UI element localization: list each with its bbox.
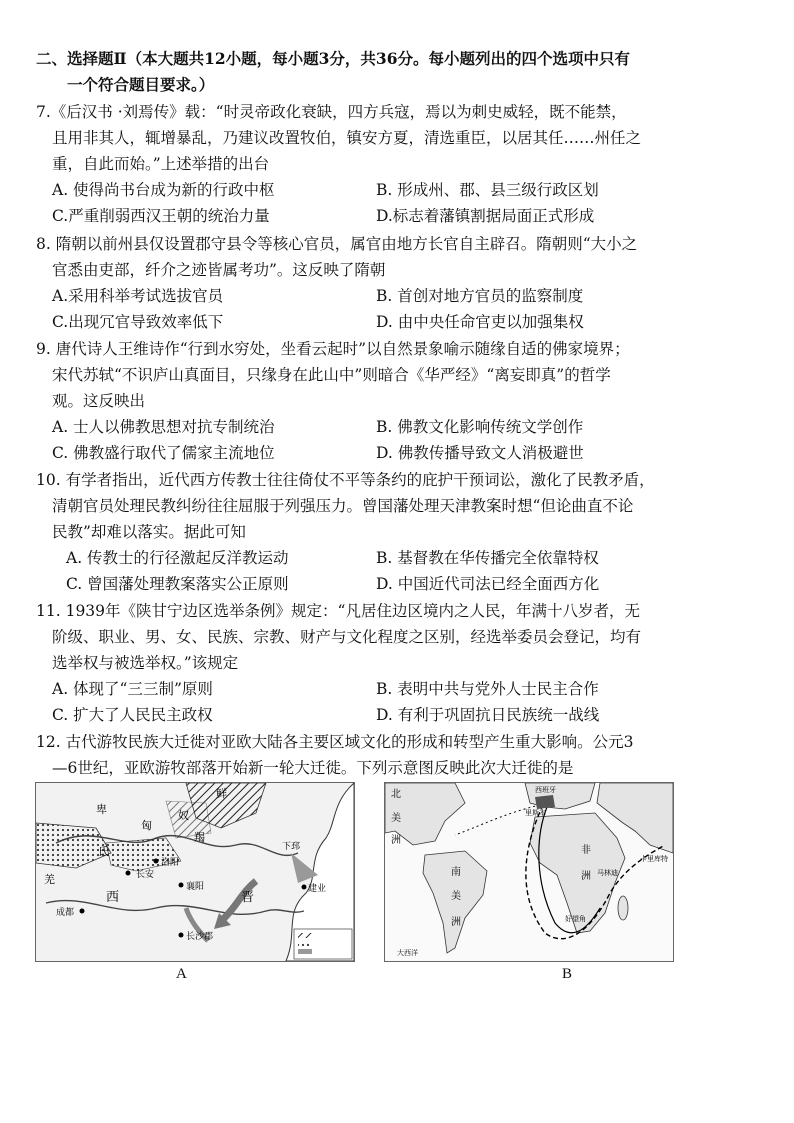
q10-option-c[interactable]: C. 曾国藩处理教案落实公正原则 <box>66 575 289 593</box>
map-a-label-changsha: 长沙郡 <box>186 932 214 942</box>
map-b-label-malindi: 马林迪 <box>597 869 618 877</box>
q12-stem-1: 12. 古代游牧民族大迁徙对亚欧大陆各主要区域文化的形成和转型产生重大影响。公元3 <box>36 733 634 751</box>
q8-option-a[interactable]: A.采用科举考试选拔官员 <box>52 287 224 305</box>
q7-option-d[interactable]: D.标志着藩镇割据局面正式形成 <box>376 207 595 225</box>
map-a-label-di: 氐 <box>98 845 109 858</box>
map-b-drawing <box>385 783 673 961</box>
map-a-label-jianye: 建业 <box>308 884 327 894</box>
q11-option-c[interactable]: C. 扩大了人民民主政权 <box>52 706 213 724</box>
q7-stem-3: 重，自此而始。”上述举措的出台 <box>52 155 270 173</box>
q7-option-a[interactable]: A. 使得尚书台成为新的行政中枢 <box>52 181 275 199</box>
q10-stem-3: 民教”却难以落实。据此可知 <box>52 523 246 541</box>
section-title-line2: 一个符合题目要求。） <box>67 75 215 94</box>
q9-stem-1: 9. 唐代诗人王维诗作“行到水穷处，坐看云起时”以自然景象喻示随缘自适的佛家境界； <box>36 340 630 358</box>
q10-stem-1: 10. 有学者指出，近代西方传教士往往倚仗不平等条约的庇护干预词讼，激化了民教矛盾， <box>36 471 655 489</box>
map-a-caption: A <box>176 966 187 982</box>
section-title-line1: 二、选择题Ⅱ（本大题共12小题，每小题3分，共36分。每小题列出的四个选项中只有 <box>36 49 630 68</box>
q9-stem-2: 宋代苏轼“不识庐山真面目，只缘身在此山中”则暗合《华严经》“离妄即真”的哲学 <box>52 366 611 384</box>
map-b-label-africa-1: 非 <box>581 845 591 856</box>
map-a-label-changan: 长安 <box>136 870 155 880</box>
map-a-label-xianbei-2: 卑 <box>96 803 107 816</box>
q7-stem-1: 7.《后汉书 ·刘焉传》载：“时灵帝政化衰缺，四方兵寇，焉以为刺史威轻，既不能禁， <box>36 103 627 121</box>
map-a-label-luoyang: 洛阳 <box>161 858 180 868</box>
map-a-label-jie: 羯 <box>194 831 205 844</box>
q10-option-b[interactable]: B. 基督教在华传播完全依靠特权 <box>376 549 599 567</box>
map-b-caption: B <box>562 966 573 982</box>
map-b-label-calicut: 卡里库特 <box>640 855 668 863</box>
q10-option-a[interactable]: A. 传教士的行径激起反洋教运动 <box>66 549 289 567</box>
q8-option-b[interactable]: B. 首创对地方官员的监察制度 <box>376 287 584 305</box>
map-b[interactable] <box>384 782 674 962</box>
map-a[interactable] <box>35 782 355 962</box>
map-a-label-qiang: 羌 <box>44 873 55 886</box>
map-b-label-north-3: 洲 <box>391 835 401 846</box>
q9-option-a[interactable]: A. 士人以佛教思想对抗专制统治 <box>52 418 275 436</box>
q10-stem-2: 清朝官员处理民教纠纷往往屈服于列强压力。曾国藩处理天津教案时想“但论曲直不论 <box>52 497 634 515</box>
map-a-label-xiongnu-2: 奴 <box>178 809 189 822</box>
q11-stem-1: 11. 1939年《陕甘宁边区选举条例》规定：“凡居住边区境内之人民，年满十八岁者，无 <box>36 602 640 620</box>
q7-option-c[interactable]: C.严重削弱西汉王朝的统治力量 <box>52 207 270 225</box>
map-b-label-north-2: 美 <box>391 813 401 824</box>
q7-option-b[interactable]: B. 形成州、郡、县三级行政区划 <box>376 181 599 199</box>
q11-stem-2: 阶级、职业、男、女、民族、宗教、财产与文化程度之区别，经选举委员会登记，均有 <box>52 628 642 646</box>
q11-option-b[interactable]: B. 表明中共与党外人士民主合作 <box>376 680 599 698</box>
map-a-label-chengdu: 成都 <box>56 908 75 918</box>
q8-option-c[interactable]: C.出现冗官导致效率低下 <box>52 313 224 331</box>
map-b-label-north-1: 北 <box>391 789 401 800</box>
map-b-label-cape: 好望角 <box>565 915 586 923</box>
q11-option-d[interactable]: D. 有利于巩固抗日民族统一战线 <box>376 706 600 724</box>
q9-option-b[interactable]: B. 佛教文化影响传统文学创作 <box>376 418 584 436</box>
q9-stem-3: 观。这反映出 <box>52 392 146 410</box>
q11-option-a[interactable]: A. 体现了“三三制”原则 <box>52 680 213 698</box>
q12-stem-2: —6世纪，亚欧游牧部落开始新一轮大迁徙。下列示意图反映此次大迁徙的是 <box>52 759 574 777</box>
map-a-label-xiapi: 下邳 <box>282 842 301 852</box>
q10-option-d[interactable]: D. 中国近代司法已经全面西方化 <box>376 575 600 593</box>
map-a-drawing <box>36 783 354 961</box>
map-a-label-jin: 晋 <box>241 890 255 905</box>
q11-stem-3: 选举权与被选举权。”该规定 <box>52 654 239 672</box>
map-b-label-spain: 西班牙 <box>535 786 556 794</box>
map-a-label-xianbei-1: 鲜 <box>216 787 227 800</box>
q8-stem-1: 8. 隋朝以前州县仅设置郡守县令等核心官员，属官由地方长官自主辟召。隋朝则“大小之 <box>36 235 638 253</box>
q7-stem-2: 且用非其人，辄增暴乱，乃建议改置牧伯，镇安方夏，清选重臣，以居其任……州任之 <box>52 129 642 147</box>
q8-stem-2: 官悉由吏部，纤介之迹皆属考功”。这反映了隋朝 <box>52 261 386 279</box>
map-a-label-xiangyang: 襄阳 <box>186 882 205 892</box>
map-b-label-africa-2: 洲 <box>581 871 591 882</box>
map-b-label-atlantic: 大西洋 <box>397 949 418 957</box>
map-a-label-xi: 西 <box>106 890 120 905</box>
map-b-label-south-1: 南 <box>451 867 461 878</box>
q9-option-d[interactable]: D. 佛教传播导致文人消极避世 <box>376 444 584 462</box>
map-a-label-xiongnu-1: 匈 <box>141 819 152 832</box>
map-b-label-south-2: 美 <box>451 891 461 902</box>
map-b-label-lisbon: 里斯本 <box>525 809 546 817</box>
q8-option-d[interactable]: D. 由中央任命官吏以加强集权 <box>376 313 584 331</box>
q9-option-c[interactable]: C. 佛教盛行取代了儒家主流地位 <box>52 444 275 462</box>
map-b-label-south-3: 洲 <box>451 917 461 928</box>
